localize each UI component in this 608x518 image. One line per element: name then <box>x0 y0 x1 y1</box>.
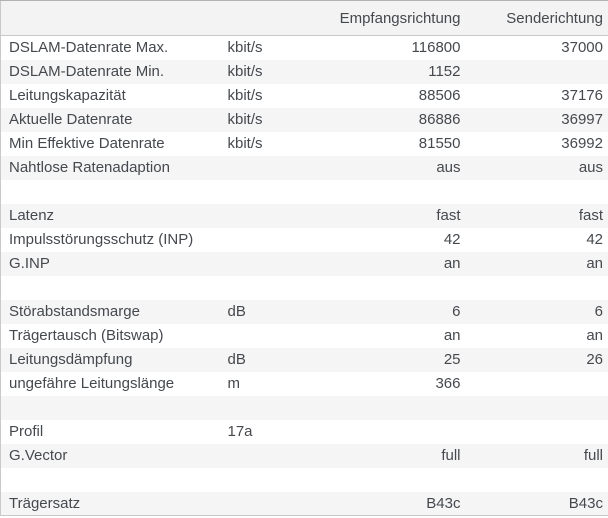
row-value-upstream: 37000 <box>561 39 603 57</box>
table-row <box>1 132 608 156</box>
spacer-row <box>1 276 608 300</box>
row-unit <box>223 468 339 492</box>
table-row <box>1 420 608 444</box>
row-value-upstream: 26 <box>586 351 603 368</box>
row-value-upstream: 37176 <box>561 87 603 104</box>
row-value-downstream <box>339 420 461 444</box>
table-row <box>1 492 608 516</box>
header-row <box>1 1 608 36</box>
row-unit: 17a <box>227 423 253 440</box>
table-row <box>1 156 608 180</box>
row-label: G.INP <box>9 255 50 272</box>
row-value-downstream: 366 <box>435 375 461 392</box>
row-unit <box>223 276 339 300</box>
row-label: DSLAM-Datenrate Min. <box>9 63 165 80</box>
row-value-upstream: 36992 <box>561 135 603 152</box>
table-row <box>1 60 608 84</box>
row-value-upstream <box>461 276 608 300</box>
row-value-upstream <box>461 180 608 204</box>
row-value-downstream: 25 <box>443 351 461 368</box>
row-value-upstream: aus <box>578 159 603 176</box>
row-value-downstream: 116800 <box>411 39 461 57</box>
row-value-downstream: 81550 <box>418 135 461 152</box>
row-unit <box>223 180 339 204</box>
header-upstream-column: Senderichtung <box>506 9 603 27</box>
spacer-row <box>1 468 608 492</box>
row-unit: kbit/s <box>227 135 263 152</box>
row-value-upstream <box>461 396 608 420</box>
row-label: Impulsstörungsschutz (INP) <box>9 231 194 248</box>
row-unit <box>223 492 339 516</box>
table-row <box>1 108 608 132</box>
row-unit <box>223 324 339 348</box>
row-label: Trägersatz <box>9 494 81 512</box>
row-value-downstream: an <box>443 255 461 272</box>
header-label-column <box>1 1 223 36</box>
row-label: Latenz <box>9 207 55 224</box>
table-row <box>1 324 608 348</box>
row-value-downstream <box>339 180 461 204</box>
table-row <box>1 252 608 276</box>
row-label: DSLAM-Datenrate Max. <box>9 39 169 57</box>
table-row <box>1 84 608 108</box>
row-value-upstream: 6 <box>594 303 603 320</box>
row-label: Profil <box>9 423 44 440</box>
row-value-upstream: 36997 <box>561 111 603 128</box>
row-unit: dB <box>227 351 246 368</box>
row-value-upstream <box>461 372 608 396</box>
row-value-downstream: an <box>443 327 461 344</box>
row-label: ungefähre Leitungslänge <box>9 375 175 392</box>
row-label <box>1 468 223 492</box>
row-label: Störabstandsmarge <box>9 303 140 320</box>
row-unit <box>223 444 339 468</box>
row-unit <box>223 228 339 252</box>
row-value-upstream: full <box>583 447 603 464</box>
row-label: Min Effektive Datenrate <box>9 135 165 152</box>
row-value-downstream: full <box>441 447 461 464</box>
table-row <box>1 444 608 468</box>
row-unit <box>223 252 339 276</box>
row-value-upstream: an <box>586 327 603 344</box>
row-value-upstream <box>461 468 608 492</box>
row-unit: m <box>227 375 240 392</box>
row-label: Aktuelle Datenrate <box>9 111 133 128</box>
row-value-downstream: 6 <box>452 303 461 320</box>
row-value-downstream: 42 <box>443 231 461 248</box>
row-unit: kbit/s <box>227 39 263 57</box>
row-value-downstream <box>339 396 461 420</box>
row-unit: kbit/s <box>227 111 263 128</box>
table-row <box>1 372 608 396</box>
row-unit: kbit/s <box>227 87 263 104</box>
row-value-downstream: 86886 <box>418 111 461 128</box>
spacer-row <box>1 396 608 420</box>
row-value-upstream: an <box>586 255 603 272</box>
row-value-downstream: B43c <box>426 494 461 512</box>
row-value-downstream: 88506 <box>418 87 461 104</box>
row-value-downstream <box>339 468 461 492</box>
row-value-upstream: B43c <box>568 494 603 512</box>
row-value-downstream <box>339 276 461 300</box>
row-unit: kbit/s <box>227 63 263 80</box>
table-row <box>1 228 608 252</box>
row-value-downstream: fast <box>436 207 461 224</box>
table-row <box>1 348 608 372</box>
row-value-downstream: 1152 <box>428 63 461 80</box>
row-unit <box>223 156 339 180</box>
row-unit <box>223 396 339 420</box>
row-label: Leitungskapazität <box>9 87 126 104</box>
row-label <box>1 276 223 300</box>
row-value-upstream <box>461 420 608 444</box>
row-label: Leitungsdämpfung <box>9 351 133 368</box>
row-unit: dB <box>227 303 246 320</box>
row-value-upstream: 42 <box>586 231 603 248</box>
row-label: G.Vector <box>9 447 68 464</box>
row-value-upstream <box>461 60 608 84</box>
row-label <box>1 396 223 420</box>
row-value-downstream: aus <box>436 159 461 176</box>
row-label: Trägertausch (Bitswap) <box>9 327 164 344</box>
table-row <box>1 36 608 60</box>
header-downstream-column: Empfangsrichtung <box>339 9 461 27</box>
row-label: Nahtlose Ratenadaption <box>9 159 170 176</box>
header-unit-column <box>223 1 339 36</box>
row-unit <box>223 204 339 228</box>
row-value-upstream: fast <box>578 207 603 224</box>
row-label <box>1 180 223 204</box>
spacer-row <box>1 180 608 204</box>
table-body <box>1 36 608 516</box>
table-row <box>1 204 608 228</box>
table-row <box>1 300 608 324</box>
